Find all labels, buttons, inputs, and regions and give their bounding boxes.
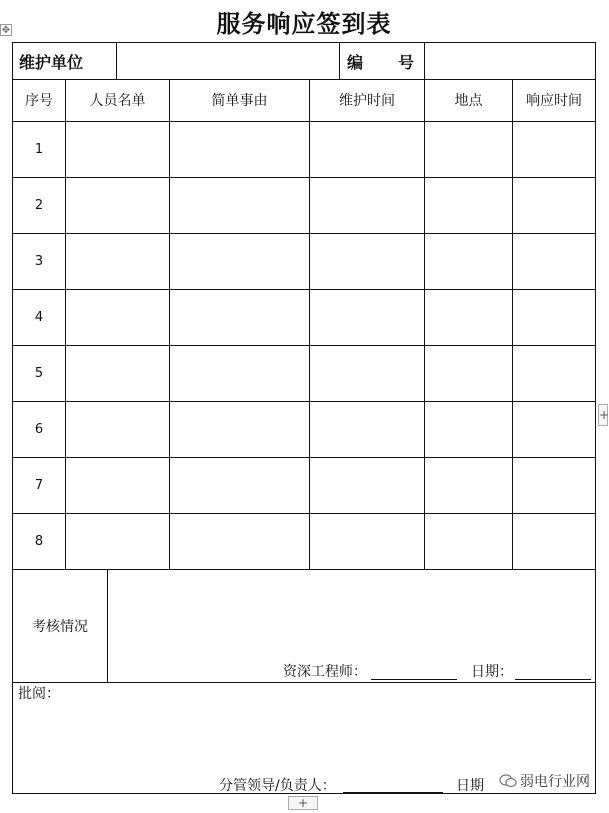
- row-divider: [13, 457, 595, 458]
- row-divider: [13, 513, 595, 514]
- row-index: 6: [34, 421, 44, 437]
- number-label-part1: 编: [347, 52, 364, 72]
- row-index: 2: [34, 197, 44, 213]
- review-date-label: 日期: [456, 778, 484, 794]
- engineer-signature-line[interactable]: [371, 679, 457, 680]
- row-index: 4: [34, 309, 44, 325]
- row-divider: [13, 682, 595, 683]
- leader-label: 分管领导/负责人：: [219, 778, 336, 794]
- unit-label: 维护单位: [19, 52, 84, 72]
- row-divider: [13, 233, 595, 234]
- sign-in-table: [12, 42, 596, 794]
- col-header-maintenance-time: 维护时间: [339, 93, 395, 109]
- row-divider: [13, 177, 595, 178]
- add-column-button[interactable]: +: [598, 404, 608, 426]
- page-title: 服务响应签到表: [216, 9, 392, 38]
- col-header-response-time: 响应时间: [526, 93, 582, 109]
- row-index: 8: [34, 533, 44, 549]
- col-divider: [309, 79, 310, 569]
- table-move-handle-icon[interactable]: ✥: [1, 25, 11, 36]
- row-index: 1: [34, 141, 44, 157]
- row-divider: [13, 401, 595, 402]
- add-row-button[interactable]: +: [288, 796, 318, 810]
- number-field[interactable]: [425, 44, 595, 78]
- assessment-date-label: 日期：: [471, 664, 513, 680]
- review-label: 批阅：: [18, 686, 60, 702]
- watermark: [499, 771, 590, 791]
- row-divider: [13, 345, 595, 346]
- unit-field[interactable]: [117, 44, 339, 78]
- col-divider: [339, 43, 340, 79]
- assessment-date-line[interactable]: [515, 679, 591, 680]
- leader-signature-line[interactable]: [343, 792, 443, 793]
- number-label-part2: 号: [398, 52, 415, 72]
- engineer-label: 资深工程师：: [283, 664, 367, 680]
- col-divider: [512, 79, 513, 569]
- watermark-text: 弱电行业网: [520, 774, 590, 790]
- col-header-index: 序号: [25, 93, 53, 109]
- col-divider: [424, 79, 425, 569]
- col-header-personnel: 人员名单: [89, 93, 146, 109]
- row-divider: [13, 121, 595, 122]
- col-divider: [169, 79, 170, 569]
- row-index: 7: [34, 477, 44, 493]
- col-header-reason: 简单事由: [211, 93, 268, 109]
- col-divider: [65, 79, 66, 569]
- row-index: 5: [34, 365, 44, 381]
- row-index: 3: [34, 253, 44, 269]
- row-divider: [13, 289, 595, 290]
- col-header-location: 地点: [454, 93, 483, 109]
- chat-bubble-icon: [499, 774, 517, 788]
- assessment-label: 考核情况: [32, 619, 88, 635]
